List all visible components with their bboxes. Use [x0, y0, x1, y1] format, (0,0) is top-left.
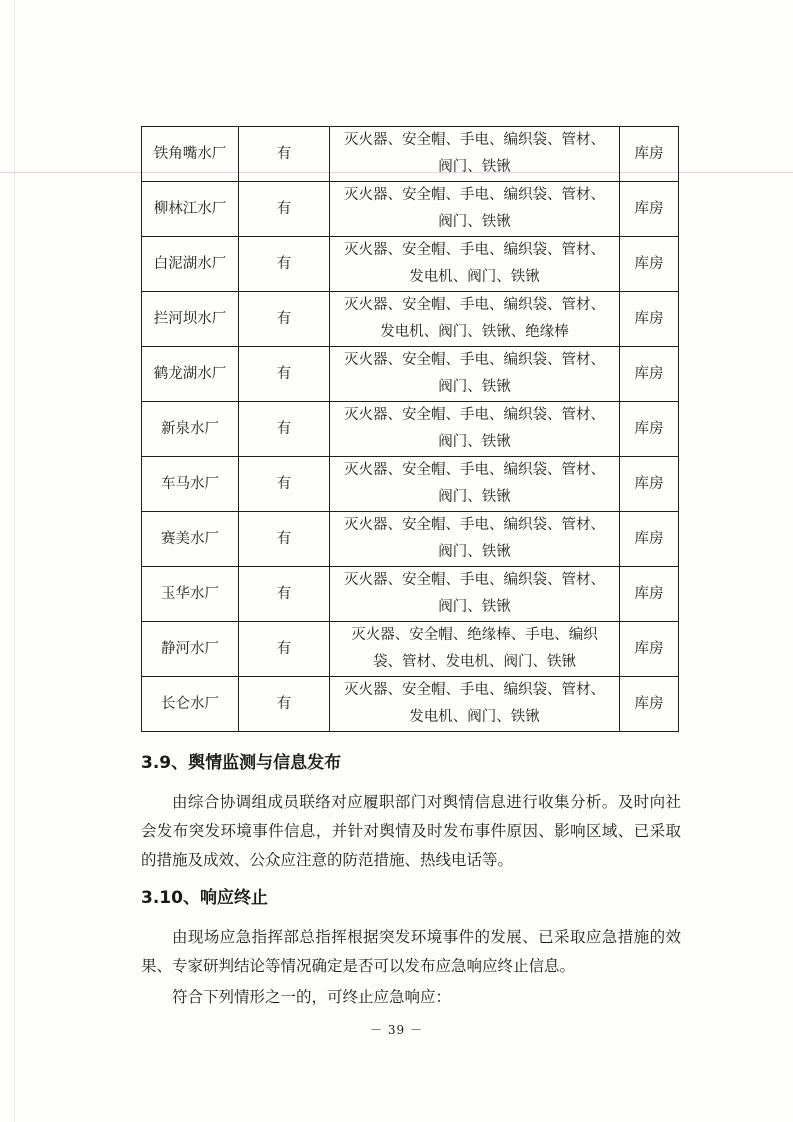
section-3-10-paragraph-2: 符合下列情形之一的，可终止应急响应：	[172, 988, 452, 1006]
availability-cell: 有	[239, 127, 330, 182]
table-row	[142, 512, 679, 567]
table-row	[142, 127, 679, 182]
section-3-9-paragraph: 由综合协调组成员联络对应履职部门对舆情信息进行收集分析。及时向社会发布突发环境事件信息，并针对舆情及时发布事件原因、影响区域、已采取的措施及成效、公众应注意的防范措施、热线电话等。	[141, 793, 681, 869]
table-row	[142, 457, 679, 512]
supplies-cell: 灭火器、安全帽、手电、编织袋、管材、阀门、铁锹	[330, 127, 620, 182]
table-row	[142, 292, 679, 347]
plant-name-cell: 静河水厂	[142, 622, 239, 677]
availability-cell: 有	[239, 182, 330, 237]
page-edge	[14, 0, 15, 1122]
location-cell: 库房	[620, 402, 679, 457]
location-cell: 库房	[620, 182, 679, 237]
plant-name-cell: 白泥湖水厂	[142, 237, 239, 292]
location-cell: 库房	[620, 622, 679, 677]
availability-cell: 有	[239, 292, 330, 347]
section-3-10-title: 3.10、响应终止	[141, 888, 268, 908]
plant-name-cell: 鹤龙湖水厂	[142, 347, 239, 402]
availability-cell: 有	[239, 237, 330, 292]
location-cell: 库房	[620, 292, 679, 347]
location-cell: 库房	[620, 567, 679, 622]
availability-cell: 有	[239, 347, 330, 402]
availability-cell: 有	[239, 622, 330, 677]
supplies-cell: 灭火器、安全帽、手电、编织袋、管材、发电机、阀门、铁锹、绝缘棒	[330, 292, 620, 347]
plant-name-cell: 铁角嘴水厂	[142, 127, 239, 182]
supplies-cell: 灭火器、安全帽、手电、编织袋、管材、阀门、铁锹	[330, 347, 620, 402]
table-row	[142, 402, 679, 457]
supplies-cell: 灭火器、安全帽、绝缘棒、手电、编织袋、管材、发电机、阀门、铁锹	[330, 622, 620, 677]
table-row	[142, 347, 679, 402]
supplies-cell: 灭火器、安全帽、手电、编织袋、管材、阀门、铁锹	[330, 402, 620, 457]
location-cell: 库房	[620, 237, 679, 292]
table-row	[142, 182, 679, 237]
supplies-cell: 灭火器、安全帽、手电、编织袋、管材、阀门、铁锹	[330, 182, 620, 237]
availability-cell: 有	[239, 457, 330, 512]
supplies-cell: 灭火器、安全帽、手电、编织袋、管材、阀门、铁锹	[330, 512, 620, 567]
table-row	[142, 567, 679, 622]
plant-name-cell: 柳林江水厂	[142, 182, 239, 237]
plant-name-cell: 赛美水厂	[142, 512, 239, 567]
supplies-cell: 灭火器、安全帽、手电、编织袋、管材、发电机、阀门、铁锹	[330, 237, 620, 292]
section-3-10-paragraph-1: 由现场应急指挥部总指挥根据突发环境事件的发展、已采取应急措施的效果、专家研判结论等情况确定是否可以发布应急响应终止信息。	[141, 928, 681, 975]
emergency-supplies-table	[141, 126, 679, 732]
supplies-cell: 灭火器、安全帽、手电、编织袋、管材、阀门、铁锹	[330, 457, 620, 512]
table-row	[142, 677, 679, 732]
location-cell: 库房	[620, 457, 679, 512]
supplies-cell: 灭火器、安全帽、手电、编织袋、管材、发电机、阀门、铁锹	[330, 677, 620, 732]
section-3-9-title: 3.9、舆情监测与信息发布	[141, 753, 342, 773]
availability-cell: 有	[239, 677, 330, 732]
supplies-cell: 灭火器、安全帽、手电、编织袋、管材、阀门、铁锹	[330, 567, 620, 622]
table-body	[142, 127, 679, 732]
plant-name-cell: 长仑水厂	[142, 677, 239, 732]
plant-name-cell: 车马水厂	[142, 457, 239, 512]
location-cell: 库房	[620, 512, 679, 567]
location-cell: 库房	[620, 677, 679, 732]
table-row	[142, 237, 679, 292]
page-number: － 39 －	[370, 1023, 423, 1037]
availability-cell: 有	[239, 567, 330, 622]
location-cell: 库房	[620, 347, 679, 402]
plant-name-cell: 玉华水厂	[142, 567, 239, 622]
availability-cell: 有	[239, 512, 330, 567]
availability-cell: 有	[239, 402, 330, 457]
table-row	[142, 622, 679, 677]
location-cell: 库房	[620, 127, 679, 182]
plant-name-cell: 拦河坝水厂	[142, 292, 239, 347]
plant-name-cell: 新泉水厂	[142, 402, 239, 457]
